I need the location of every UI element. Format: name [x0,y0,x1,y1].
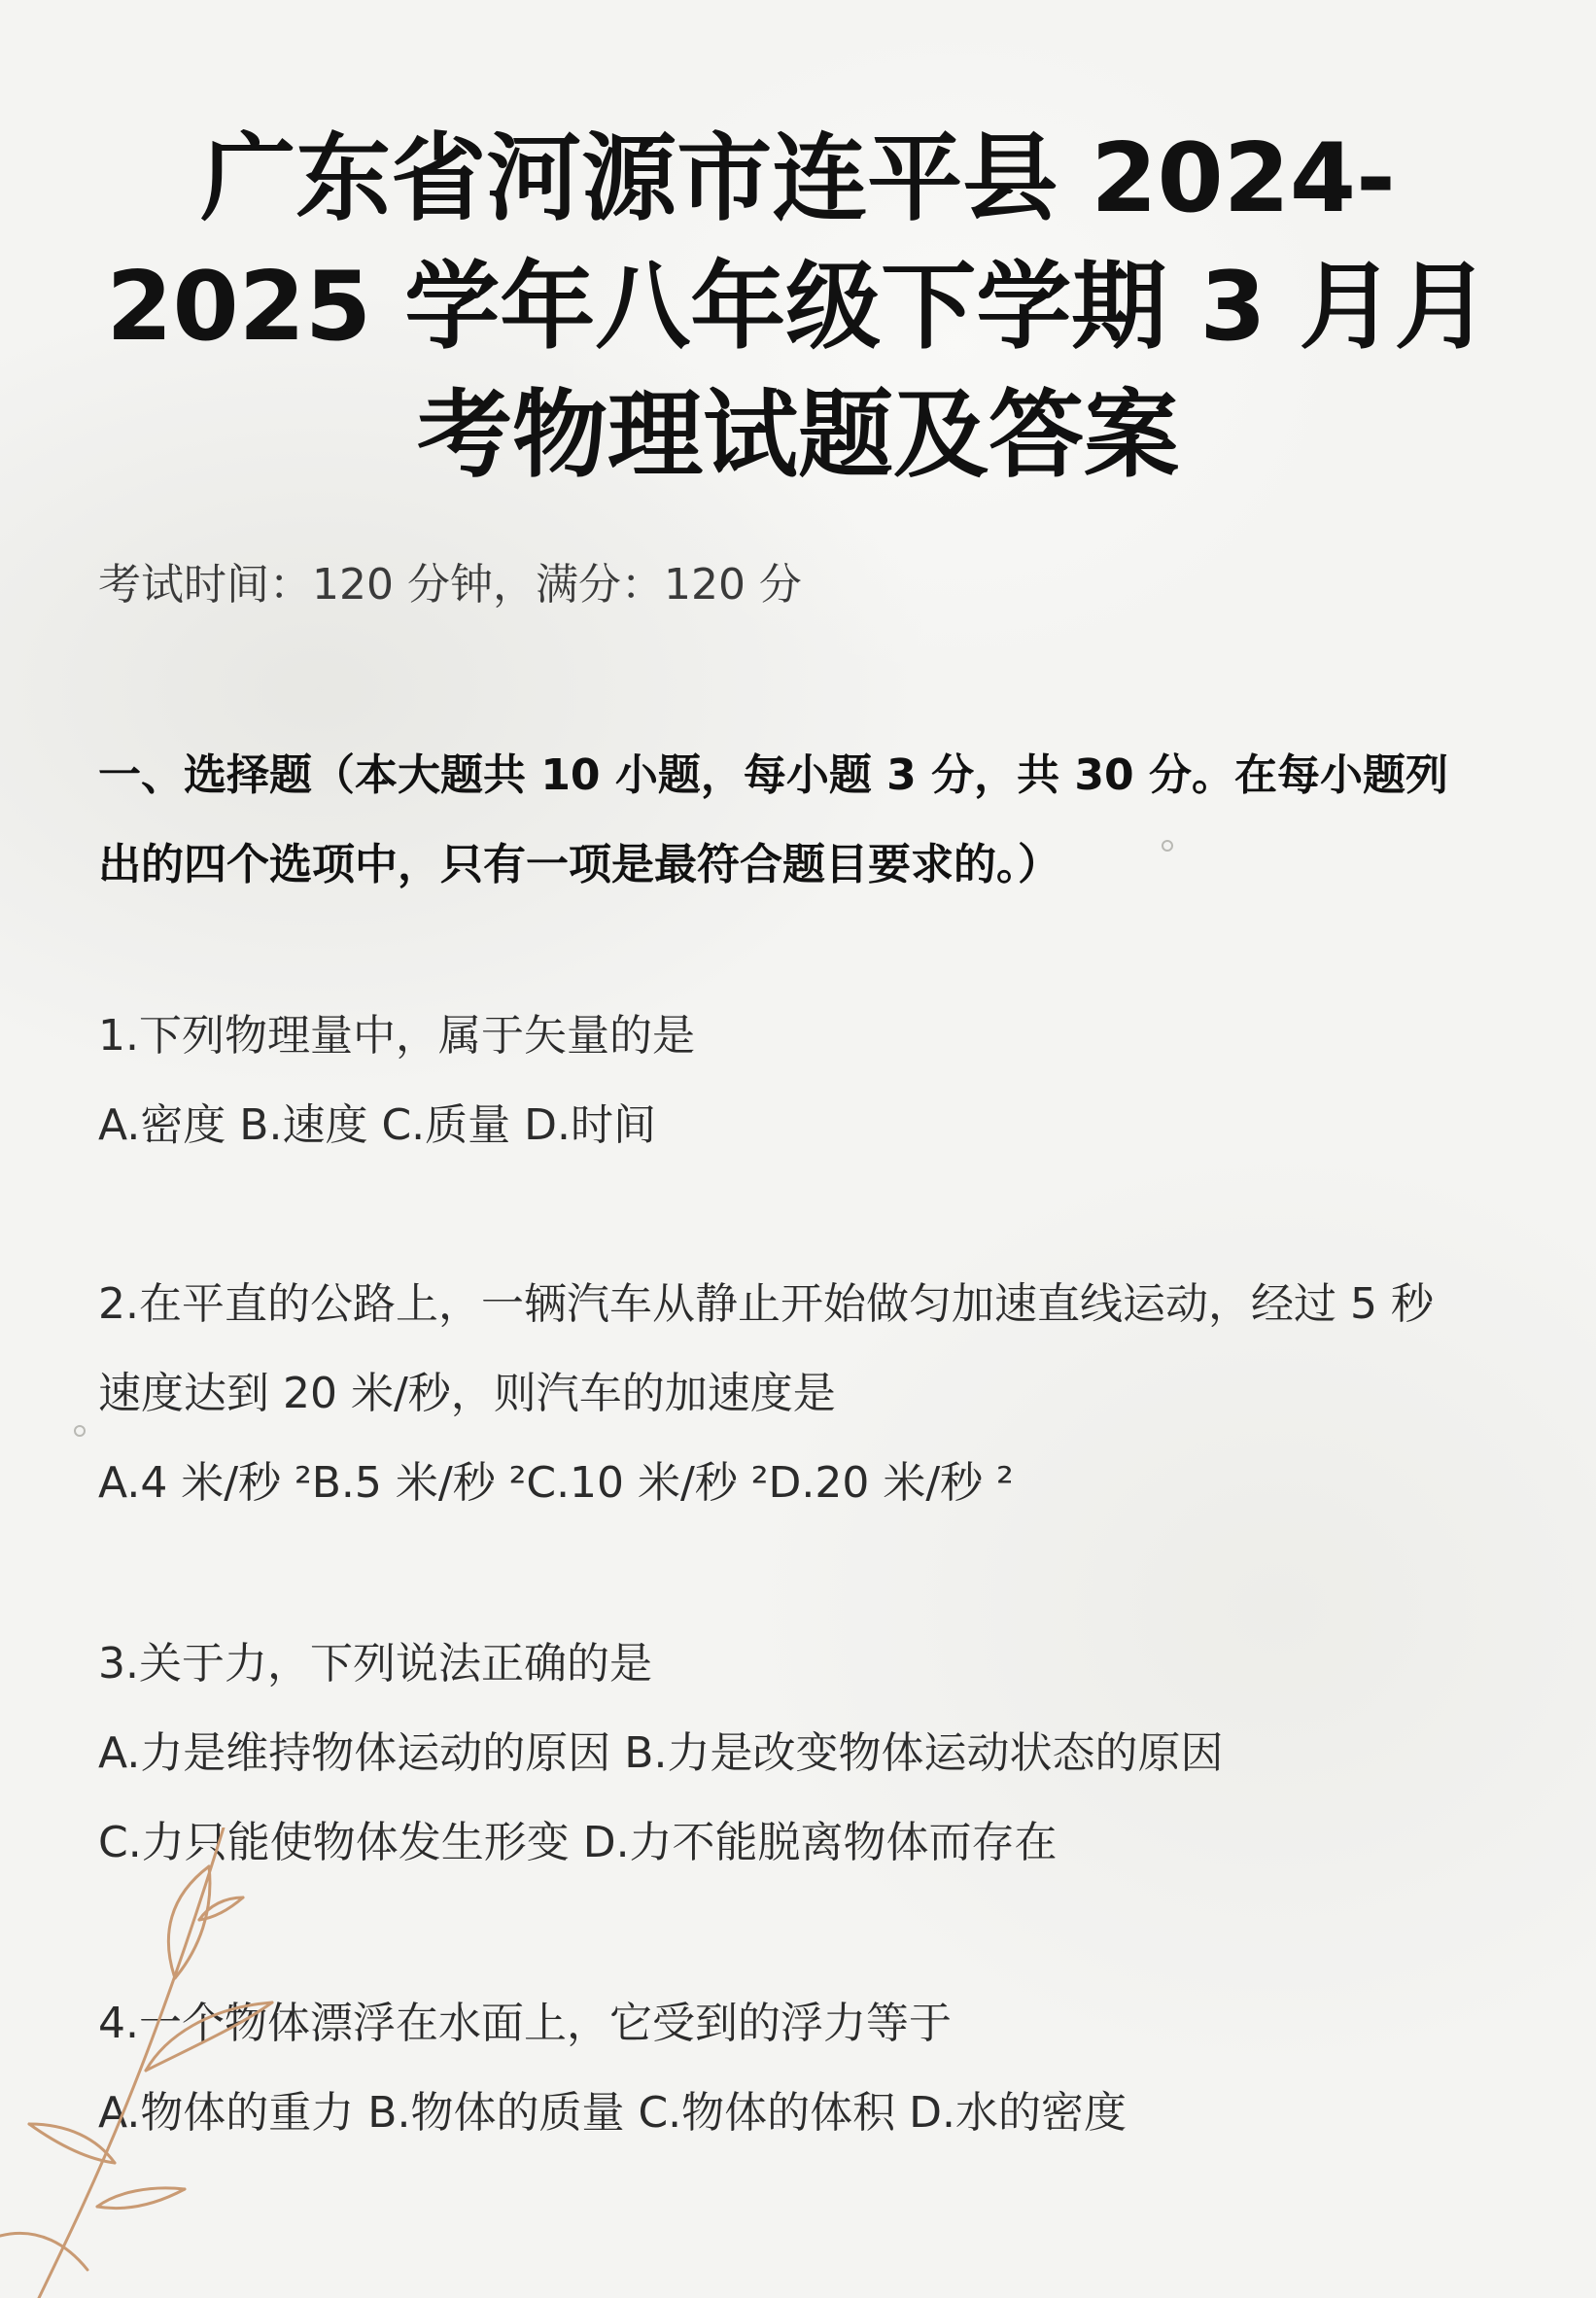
title-line-3: 考物理试题及答案 [416,380,1179,491]
question-3-options-line-2: C.力只能使物体发生形变 D.力不能脱离物体而存在 [98,1818,1058,1867]
plant-branch-icon [0,1828,408,2298]
plant-branch-strokes [0,1828,272,2298]
question-1-stem: 1.下列物理量中，属于矢量的是 [98,1011,695,1061]
question-4-stem: 4.一个物体漂浮在水面上，它受到的浮力等于 [98,1999,952,2048]
question-1 [98,992,1537,1170]
section-heading-choice [98,731,1517,910]
title-line-1: 广东省河源市连平县 2024- [200,123,1396,234]
section-heading-line-2: 出的四个选项中，只有一项是最符合题目要求的。） [98,840,1060,889]
question-3-stem: 3.关于力，下列说法正确的是 [98,1639,652,1689]
section-heading-line-1: 一、选择题（本大题共 10 小题，每小题 3 分，共 30 分。在每小题列 [98,750,1448,800]
decorative-dot [1162,840,1173,852]
question-3-options-line-1: A.力是维持物体运动的原因 B.力是改变物体运动状态的原因 [98,1728,1224,1778]
exam-info: 考试时间：120 分钟，满分：120 分 [98,560,802,609]
decorative-dot [74,1425,86,1437]
question-2-options: A.4 米/秒 ²B.5 米/秒 ²C.10 米/秒 ²D.20 米/秒 ² [98,1458,1014,1508]
question-2-stem-line-1: 2.在平直的公路上，一辆汽车从静止开始做匀加速直线运动，经过 5 秒 [98,1279,1434,1329]
question-2 [98,1260,1537,1528]
question-2-stem-line-2: 速度达到 20 米/秒，则汽车的加速度是 [98,1369,836,1418]
document-title [97,115,1499,500]
question-4-options: A.物体的重力 B.物体的质量 C.物体的体积 D.水的密度 [98,2088,1128,2138]
question-1-options: A.密度 B.速度 C.质量 D.时间 [98,1100,657,1150]
title-line-2: 2025 学年八年级下学期 3 月月 [106,252,1490,363]
